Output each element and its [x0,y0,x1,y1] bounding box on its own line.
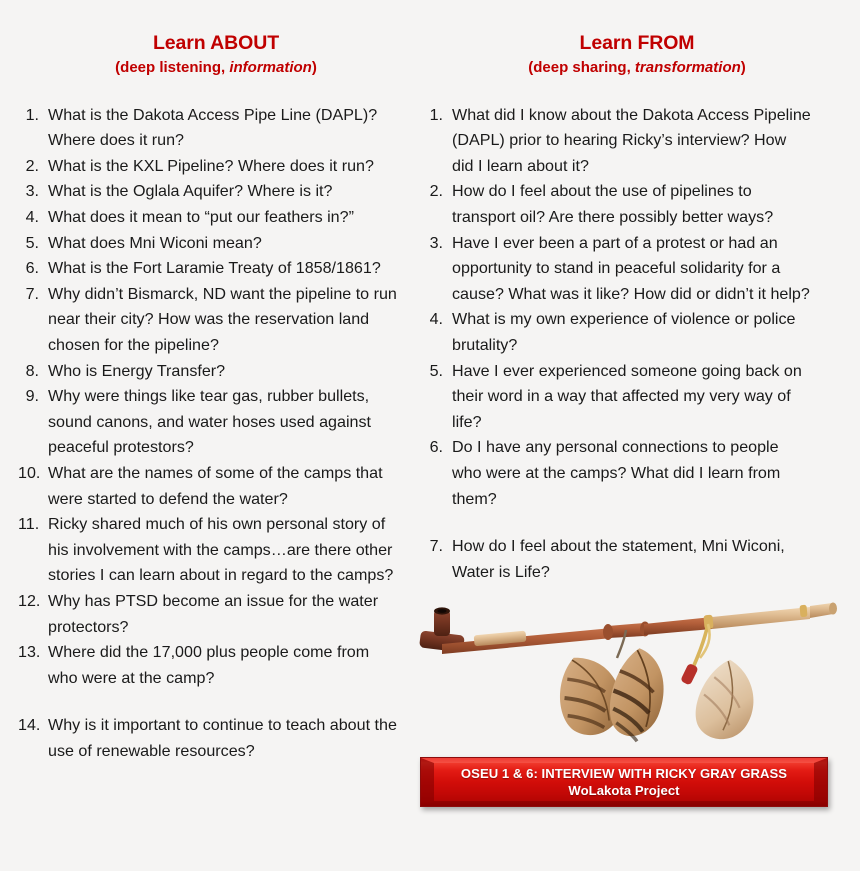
list-item [18,205,414,231]
list-item [18,589,414,640]
column-learn-about [0,0,420,765]
list-item [18,384,414,461]
right-subtitle-suffix: ) [740,59,746,77]
list-item-text: Ricky shared much of his own personal story of his involvement with the camps…are there other stories I can learn about in regard to the camps? [48,515,394,585]
list-item-number: 14. [18,716,41,735]
list-item-text: Why were things like tear gas, rubber bullets, sound canons, and water hoses used against peaceful protestors? [48,387,371,457]
list-item-number: 3. [429,233,443,252]
list-item-number: 13. [18,643,41,662]
list-item-text: Do I have any personal connections to people who were at the camps? What did I learn from them? [452,438,781,508]
list-item [428,103,846,180]
left-subtitle-suffix: ) [311,59,317,77]
list-item [428,435,846,512]
list-item-number: 9. [25,387,39,406]
question-list-learn-from [428,103,846,586]
list-item-number: 1. [25,105,39,124]
list-item-text: What does Mni Wiconi mean? [48,233,262,252]
banner-title: OSEU 1 & 6: INTERVIEW WITH RICKY GRAY GRASS [460,766,788,781]
left-column-header [18,0,414,77]
list-item [18,359,414,385]
left-subtitle-emphasis: information [229,59,312,77]
list-item-text: What are the names of some of the camps that were started to defend the water? [48,464,383,508]
list-item-number: 5. [429,361,443,380]
list-item [18,282,414,359]
right-column-subtitle [428,59,846,76]
right-subtitle-prefix: (deep sharing, [528,59,635,77]
list-item-number: 2. [25,156,39,175]
list-item-text: Have I ever experienced someone going back on their word in a way that affected my very way of life? [452,361,802,431]
list-item [428,307,846,358]
list-item [18,512,414,589]
right-subtitle-emphasis: transformation [634,59,741,77]
list-item-number: 10. [18,464,41,482]
list-item-text: Have I ever been a part of a protest or had an opportunity to stand in peaceful solidarity for a cause? What was it like? How did or didn’t it help? [452,233,810,303]
list-item [18,154,414,180]
list-item [18,640,414,691]
list-item-number: 8. [25,361,39,380]
list-item-text: What is the KXL Pipeline? Where does it run? [48,156,374,175]
list-item [428,179,846,230]
list-item-text: What is the Fort Laramie Treaty of 1858/1861? [48,259,381,278]
list-item-number: 4. [429,310,443,329]
list-item [18,461,414,512]
list-item-text: Why has PTSD become an issue for the water protectors? [48,591,379,636]
list-item-text: Why didn’t Bismarck, ND want the pipeline to run near their city? How was the reservation land chosen for the pipeline? [48,284,397,355]
list-item-text: Where did the 17,000 plus people come from who were at the camp? [48,643,370,687]
list-item-number: 2. [429,182,443,201]
list-item-number: 6. [429,438,443,457]
list-item-text: What is my own experience of violence or police brutality? [452,310,796,355]
question-list-learn-about [18,103,414,765]
list-item-text: How do I feel about the use of pipelines to transport oil? Are there possibly better ways? [452,182,774,227]
list-item-number: 4. [25,208,39,227]
list-item-text: How do I feel about the statement, Mni Wiconi, Water is Life? [452,537,785,581]
right-column-header [428,0,846,77]
list-item-text: What does it mean to “put our feathers in?” [48,208,354,227]
list-item-number: 7. [25,284,39,303]
list-item [18,179,414,205]
list-item [428,534,846,585]
list-item-text: What is the Oglala Aquifer? Where is it? [48,182,333,201]
left-column-subtitle [18,59,414,76]
list-item-number: 5. [25,233,39,252]
list-item [428,359,846,436]
list-item-text: Who is Energy Transfer? [48,361,226,380]
list-item-text: What did I know about the Dakota Access Pipeline (DAPL) prior to hearing Ricky’s interview? How did I learn about it? [452,105,811,175]
list-item [18,256,414,282]
list-item-number: 11. [18,515,40,534]
list-item [428,231,846,308]
list-item-text: What is the Dakota Access Pipe Line (DAPL)? Where does it run? [48,105,378,150]
column-learn-from [420,0,860,765]
list-item [18,103,414,154]
list-item [18,231,414,257]
list-item-number: 12. [18,591,41,610]
list-item-number: 1. [429,105,443,124]
list-item-text: Why is it important to continue to teach about the use of renewable resources? [48,716,397,760]
list-item-number: 3. [25,182,39,201]
banner-subtitle: WoLakota Project [568,783,680,798]
list-item [18,713,414,764]
left-subtitle-prefix: (deep listening, [115,59,230,77]
list-item-number: 6. [25,259,39,278]
title-banner [420,757,828,807]
page-title-learn-from: Learn FROM [579,32,695,54]
list-item-number: 7. [429,537,443,556]
page-title-learn-about: Learn ABOUT [152,32,280,54]
